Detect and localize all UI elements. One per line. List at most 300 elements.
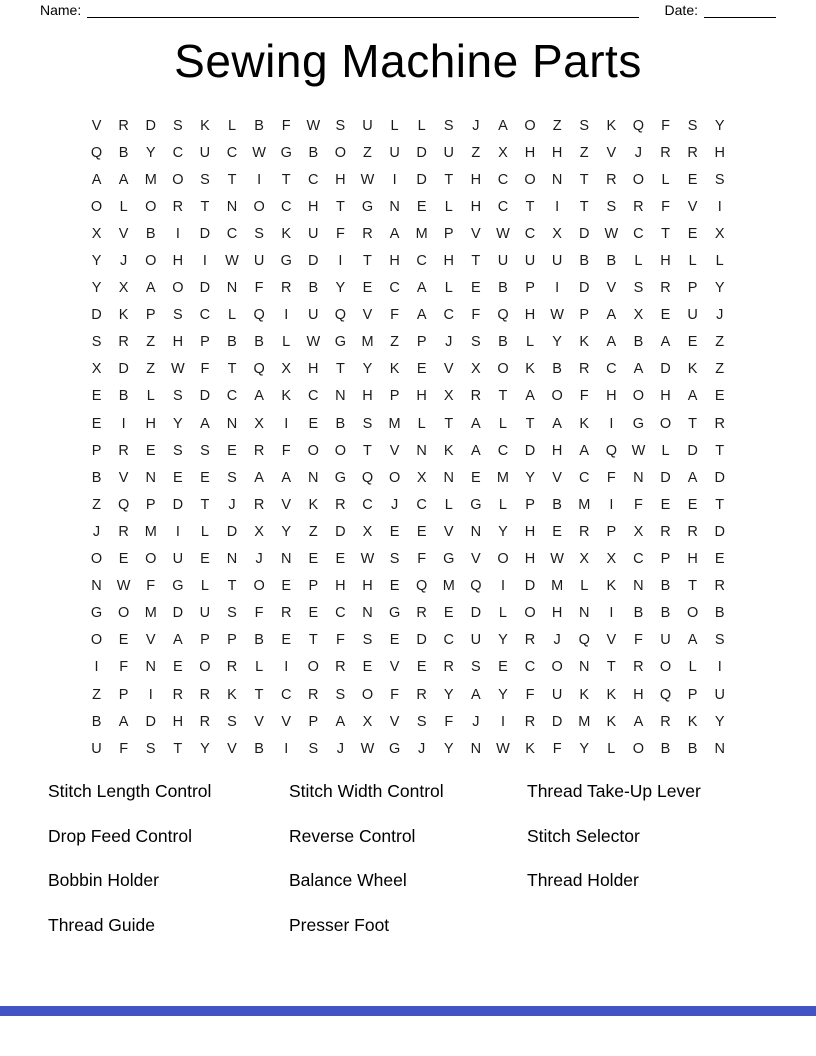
- grid-letter: T: [363, 253, 372, 270]
- grid-letter: X: [443, 388, 454, 405]
- grid-letter: H: [335, 171, 346, 188]
- grid-letter: W: [360, 551, 375, 568]
- grid-letter: K: [308, 496, 319, 513]
- grid-letter: S: [714, 632, 725, 649]
- grid-letter: C: [633, 551, 644, 568]
- grid-letter: P: [308, 713, 319, 730]
- grid-letter: S: [471, 659, 481, 676]
- grid-letter: I: [202, 253, 207, 270]
- grid-letter: L: [661, 442, 670, 459]
- grid-letter: E: [498, 659, 508, 676]
- grid-letter: U: [551, 686, 563, 703]
- grid-letter: R: [172, 686, 184, 703]
- grid-letter: K: [281, 388, 292, 405]
- grid-letter: B: [91, 469, 102, 486]
- grid-letter: B: [145, 225, 156, 242]
- grid-letter: N: [443, 469, 454, 486]
- grid-letter: F: [471, 307, 481, 324]
- grid-letter: E: [172, 659, 183, 676]
- grid-letter: Y: [145, 144, 156, 161]
- grid-letter: G: [280, 144, 292, 161]
- date-blank-line: [704, 2, 776, 18]
- grid-letter: R: [118, 523, 129, 540]
- grid-letter: G: [361, 198, 374, 215]
- grid-letter: F: [254, 605, 264, 622]
- grid-letter: R: [253, 496, 265, 513]
- grid-letter: H: [524, 307, 536, 324]
- grid-letter: E: [308, 605, 319, 622]
- grid-row: [83, 302, 733, 329]
- grid-letter: L: [444, 198, 453, 215]
- grid-letter: M: [144, 523, 157, 540]
- grid-letter: X: [633, 307, 644, 324]
- grid-letter: E: [660, 307, 671, 324]
- grid-row: [83, 708, 733, 735]
- grid-row: [83, 112, 733, 139]
- grid-row: [83, 383, 733, 410]
- grid-letter: I: [284, 740, 289, 757]
- grid-letter: R: [308, 686, 319, 703]
- grid-letter: P: [606, 523, 617, 540]
- grid-letter: Y: [525, 469, 535, 486]
- grid-letter: N: [226, 415, 238, 432]
- grid-letter: O: [307, 659, 319, 676]
- grid-letter: N: [578, 605, 590, 622]
- grid-letter: K: [389, 361, 400, 378]
- grid-letter: F: [444, 713, 454, 730]
- grid-letter: B: [579, 253, 590, 270]
- grid-letter: F: [254, 280, 264, 297]
- grid-letter: E: [362, 659, 373, 676]
- grid-letter: U: [524, 253, 536, 270]
- grid-letter: C: [335, 605, 346, 622]
- grid-letter: R: [362, 225, 373, 242]
- grid-row: [83, 166, 733, 193]
- grid-letter: J: [390, 496, 399, 513]
- grid-letter: K: [281, 225, 292, 242]
- grid-letter: X: [91, 225, 102, 242]
- grid-letter: X: [606, 551, 617, 568]
- grid-letter: B: [552, 496, 562, 513]
- grid-letter: K: [687, 361, 698, 378]
- grid-row: [83, 329, 733, 356]
- grid-letter: L: [688, 253, 697, 270]
- word-list: [48, 780, 778, 959]
- grid-letter: D: [308, 253, 319, 270]
- grid-letter: I: [500, 713, 505, 730]
- grid-row: [83, 220, 733, 247]
- grid-letter: H: [335, 578, 346, 595]
- grid-letter: P: [227, 632, 237, 649]
- grid-letter: P: [687, 686, 698, 703]
- grid-letter: A: [416, 280, 427, 297]
- grid-letter: R: [714, 415, 725, 432]
- grid-letter: C: [226, 144, 238, 161]
- grid-letter: F: [579, 388, 589, 405]
- grid-letter: B: [687, 740, 698, 757]
- grid-letter: I: [94, 659, 99, 676]
- grid-letter: X: [118, 280, 129, 297]
- grid-letter: Y: [91, 253, 102, 270]
- grid-row: [83, 518, 733, 545]
- grid-letter: R: [660, 713, 671, 730]
- grid-letter: I: [717, 659, 722, 676]
- grid-letter: U: [497, 253, 509, 270]
- grid-letter: T: [525, 198, 535, 215]
- grid-letter: G: [280, 253, 292, 270]
- grid-letter: F: [281, 117, 291, 134]
- grid-letter: C: [226, 225, 238, 242]
- grid-letter: I: [257, 171, 262, 188]
- grid-letter: W: [360, 171, 375, 188]
- worksheet-header: [40, 2, 776, 18]
- grid-letter: S: [443, 117, 454, 134]
- name-blank-line: [87, 2, 638, 18]
- grid-letter: N: [226, 198, 238, 215]
- grid-letter: F: [335, 225, 345, 242]
- grid-letter: T: [254, 686, 264, 703]
- grid-letter: P: [416, 334, 427, 351]
- grid-letter: E: [281, 578, 292, 595]
- grid-letter: A: [471, 415, 481, 432]
- grid-letter: E: [416, 198, 427, 215]
- grid-letter: Q: [253, 307, 265, 324]
- grid-row: [83, 410, 733, 437]
- grid-row: [83, 735, 733, 762]
- grid-letter: Z: [146, 334, 156, 351]
- grid-letter: D: [91, 307, 102, 324]
- grid-letter: Z: [471, 144, 481, 161]
- grid-letter: E: [687, 171, 698, 188]
- grid-letter: P: [200, 632, 210, 649]
- date-label: Date:: [664, 2, 698, 18]
- grid-letter: Q: [334, 307, 347, 324]
- grid-letter: C: [606, 361, 617, 378]
- grid-letter: H: [416, 388, 427, 405]
- grid-letter: S: [227, 469, 237, 486]
- grid-letter: A: [254, 469, 264, 486]
- grid-letter: I: [284, 659, 289, 676]
- grid-letter: B: [552, 361, 562, 378]
- grid-row: [83, 139, 733, 166]
- grid-letter: N: [551, 171, 563, 188]
- grid-letter: J: [472, 117, 480, 134]
- grid-letter: F: [119, 659, 129, 676]
- grid-letter: G: [388, 605, 401, 622]
- grid-letter: S: [687, 117, 698, 134]
- grid-letter: O: [361, 686, 374, 703]
- grid-letter: R: [416, 605, 427, 622]
- grid-letter: L: [444, 496, 453, 513]
- grid-letter: S: [335, 686, 346, 703]
- grid-letter: R: [687, 144, 698, 161]
- grid-letter: F: [661, 198, 670, 215]
- grid-letter: V: [389, 713, 400, 730]
- grid-letter: F: [417, 551, 427, 568]
- grid-letter: V: [443, 361, 454, 378]
- grid-letter: W: [496, 225, 510, 242]
- grid-letter: N: [470, 523, 482, 540]
- grid-letter: O: [145, 551, 157, 568]
- grid-letter: M: [578, 713, 591, 730]
- grid-letter: X: [362, 523, 373, 540]
- grid-letter: V: [91, 117, 102, 134]
- grid-letter: P: [145, 307, 156, 324]
- grid-letter: N: [308, 469, 319, 486]
- grid-letter: I: [555, 280, 560, 297]
- grid-letter: C: [497, 442, 509, 459]
- grid-letter: O: [90, 632, 103, 649]
- grid-letter: I: [392, 171, 397, 188]
- name-label: Name:: [40, 2, 82, 18]
- grid-letter: A: [335, 713, 346, 730]
- grid-letter: T: [715, 442, 725, 459]
- word-list-item: Reverse Control: [289, 825, 416, 846]
- grid-letter: B: [254, 740, 264, 757]
- word-list-item: Drop Feed Control: [48, 825, 192, 846]
- grid-letter: B: [227, 334, 237, 351]
- grid-letter: O: [686, 605, 699, 622]
- grid-row: [83, 573, 733, 600]
- grid-letter: B: [660, 740, 671, 757]
- grid-letter: B: [254, 334, 264, 351]
- grid-letter: C: [633, 225, 644, 242]
- word-list-item: Stitch Length Control: [48, 781, 212, 801]
- grid-letter: U: [443, 144, 454, 161]
- grid-letter: A: [416, 307, 427, 324]
- grid-letter: F: [146, 578, 156, 595]
- grid-letter: P: [443, 225, 454, 242]
- grid-letter: R: [118, 334, 129, 351]
- grid-letter: O: [524, 171, 536, 188]
- grid-letter: L: [200, 578, 209, 595]
- grid-letter: D: [470, 605, 482, 622]
- grid-letter: L: [255, 659, 264, 676]
- grid-letter: V: [389, 659, 400, 676]
- grid-letter: A: [606, 334, 617, 351]
- grid-letter: B: [606, 253, 617, 270]
- grid-letter: D: [714, 469, 725, 486]
- grid-letter: G: [334, 334, 347, 351]
- page-title: Sewing Machine Parts: [174, 35, 642, 87]
- grid-letter: S: [714, 171, 725, 188]
- grid-letter: G: [334, 469, 347, 486]
- grid-letter: A: [498, 117, 508, 134]
- grid-letter: N: [633, 578, 644, 595]
- grid-letter: O: [524, 605, 536, 622]
- grid-letter: E: [335, 551, 346, 568]
- grid-letter: E: [714, 388, 725, 405]
- grid-letter: P: [525, 496, 535, 513]
- grid-letter: K: [606, 117, 617, 134]
- grid-letter: O: [172, 280, 184, 297]
- grid-letter: K: [525, 740, 535, 757]
- grid-letter: X: [714, 225, 725, 242]
- grid-letter: Y: [579, 740, 590, 757]
- grid-letter: B: [254, 632, 264, 649]
- grid-letter: T: [579, 171, 589, 188]
- grid-letter: R: [660, 144, 671, 161]
- grid-letter: H: [145, 415, 156, 432]
- grid-letter: G: [443, 551, 455, 568]
- grid-letter: O: [334, 442, 347, 459]
- grid-letter: H: [470, 171, 482, 188]
- grid-letter: N: [226, 280, 238, 297]
- grid-letter: A: [633, 361, 644, 378]
- grid-letter: T: [281, 171, 291, 188]
- grid-letter: H: [172, 334, 184, 351]
- grid-letter: S: [606, 198, 617, 215]
- grid-letter: P: [660, 551, 671, 568]
- grid-letter: A: [687, 632, 698, 649]
- grid-letter: C: [389, 280, 400, 297]
- grid-letter: K: [200, 117, 210, 134]
- grid-letter: X: [552, 225, 562, 242]
- grid-letter: Z: [552, 117, 562, 134]
- grid-letter: D: [714, 523, 725, 540]
- grid-letter: T: [173, 740, 183, 757]
- grid-letter: L: [146, 388, 155, 405]
- grid-letter: P: [389, 388, 400, 405]
- grid-letter: U: [470, 632, 482, 649]
- grid-letter: R: [335, 496, 346, 513]
- grid-letter: A: [552, 415, 562, 432]
- grid-letter: E: [118, 632, 129, 649]
- grid-letter: R: [253, 442, 265, 459]
- grid-letter: E: [362, 280, 373, 297]
- grid-letter: E: [91, 388, 102, 405]
- grid-letter: W: [116, 578, 131, 595]
- grid-letter: R: [470, 388, 482, 405]
- grid-letter: K: [579, 686, 590, 703]
- grid-letter: C: [416, 496, 427, 513]
- grid-letter: Z: [579, 144, 589, 161]
- grid-letter: C: [416, 253, 427, 270]
- grid-letter: N: [416, 442, 427, 459]
- grid-letter: H: [551, 605, 563, 622]
- grid-letter: I: [175, 225, 180, 242]
- grid-letter: N: [335, 388, 346, 405]
- grid-letter: F: [281, 442, 291, 459]
- grid-letter: T: [471, 253, 481, 270]
- grid-letter: T: [606, 659, 616, 676]
- grid-row: [83, 681, 733, 708]
- grid-letter: U: [308, 225, 319, 242]
- grid-letter: D: [172, 605, 184, 622]
- grid-letter: P: [579, 307, 590, 324]
- grid-letter: F: [606, 469, 616, 486]
- grid-letter: T: [525, 415, 535, 432]
- grid-letter: U: [91, 740, 102, 757]
- grid-letter: A: [200, 415, 210, 432]
- grid-letter: C: [497, 171, 509, 188]
- grid-letter: A: [254, 388, 264, 405]
- grid-letter: A: [687, 469, 698, 486]
- grid-letter: T: [688, 578, 698, 595]
- grid-letter: U: [362, 117, 373, 134]
- grid-letter: X: [254, 523, 264, 540]
- grid-letter: Y: [200, 740, 210, 757]
- grid-letter: Y: [443, 740, 454, 757]
- grid-row: [83, 193, 733, 220]
- grid-letter: D: [416, 632, 427, 649]
- grid-letter: Y: [335, 280, 346, 297]
- grid-letter: X: [498, 144, 508, 161]
- grid-letter: B: [118, 388, 129, 405]
- grid-letter: B: [660, 605, 671, 622]
- grid-letter: H: [172, 713, 184, 730]
- grid-letter: L: [498, 415, 507, 432]
- grid-letter: C: [172, 144, 184, 161]
- grid-letter: E: [172, 469, 183, 486]
- grid-letter: O: [388, 469, 401, 486]
- grid-letter: C: [443, 307, 454, 324]
- grid-letter: B: [254, 117, 264, 134]
- grid-letter: P: [91, 442, 102, 459]
- grid-letter: Y: [498, 523, 508, 540]
- grid-letter: O: [659, 415, 672, 432]
- grid-letter: E: [714, 551, 725, 568]
- grid-letter: Y: [172, 415, 183, 432]
- grid-letter: O: [334, 144, 347, 161]
- grid-letter: S: [172, 307, 183, 324]
- grid-row: [83, 627, 733, 654]
- grid-letter: L: [688, 659, 697, 676]
- grid-letter: X: [471, 361, 481, 378]
- grid-letter: G: [172, 578, 184, 595]
- grid-letter: P: [525, 280, 535, 297]
- grid-letter: K: [525, 361, 535, 378]
- grid-letter: E: [389, 523, 400, 540]
- grid-letter: W: [550, 307, 564, 324]
- grid-letter: R: [199, 686, 211, 703]
- grid-letter: V: [145, 632, 156, 649]
- grid-letter: L: [417, 415, 426, 432]
- grid-letter: S: [227, 605, 237, 622]
- grid-letter: H: [362, 388, 373, 405]
- grid-letter: H: [470, 198, 482, 215]
- grid-letter: H: [524, 523, 536, 540]
- grid-letter: P: [200, 334, 210, 351]
- grid-letter: S: [633, 280, 644, 297]
- grid-letter: E: [308, 415, 319, 432]
- grid-letter: Y: [362, 361, 373, 378]
- grid-letter: E: [471, 280, 481, 297]
- grid-letter: H: [551, 442, 563, 459]
- grid-row: [83, 275, 733, 302]
- grid-letter: V: [687, 198, 698, 215]
- grid-letter: J: [553, 632, 561, 649]
- grid-letter: D: [416, 144, 427, 161]
- grid-letter: O: [90, 198, 103, 215]
- grid-letter: I: [284, 307, 289, 324]
- word-list-item: Stitch Width Control: [289, 781, 444, 801]
- grid-letter: S: [200, 171, 210, 188]
- grid-letter: A: [606, 307, 617, 324]
- grid-letter: R: [660, 523, 671, 540]
- grid-letter: W: [225, 253, 239, 270]
- grid-letter: L: [607, 740, 616, 757]
- grid-letter: N: [470, 740, 482, 757]
- grid-letter: M: [442, 578, 455, 595]
- grid-row: [83, 247, 733, 274]
- grid-letter: C: [362, 496, 373, 513]
- grid-letter: E: [687, 334, 698, 351]
- grid-letter: T: [444, 171, 454, 188]
- grid-letter: X: [579, 551, 590, 568]
- grid-letter: T: [661, 225, 670, 242]
- grid-letter: X: [362, 713, 373, 730]
